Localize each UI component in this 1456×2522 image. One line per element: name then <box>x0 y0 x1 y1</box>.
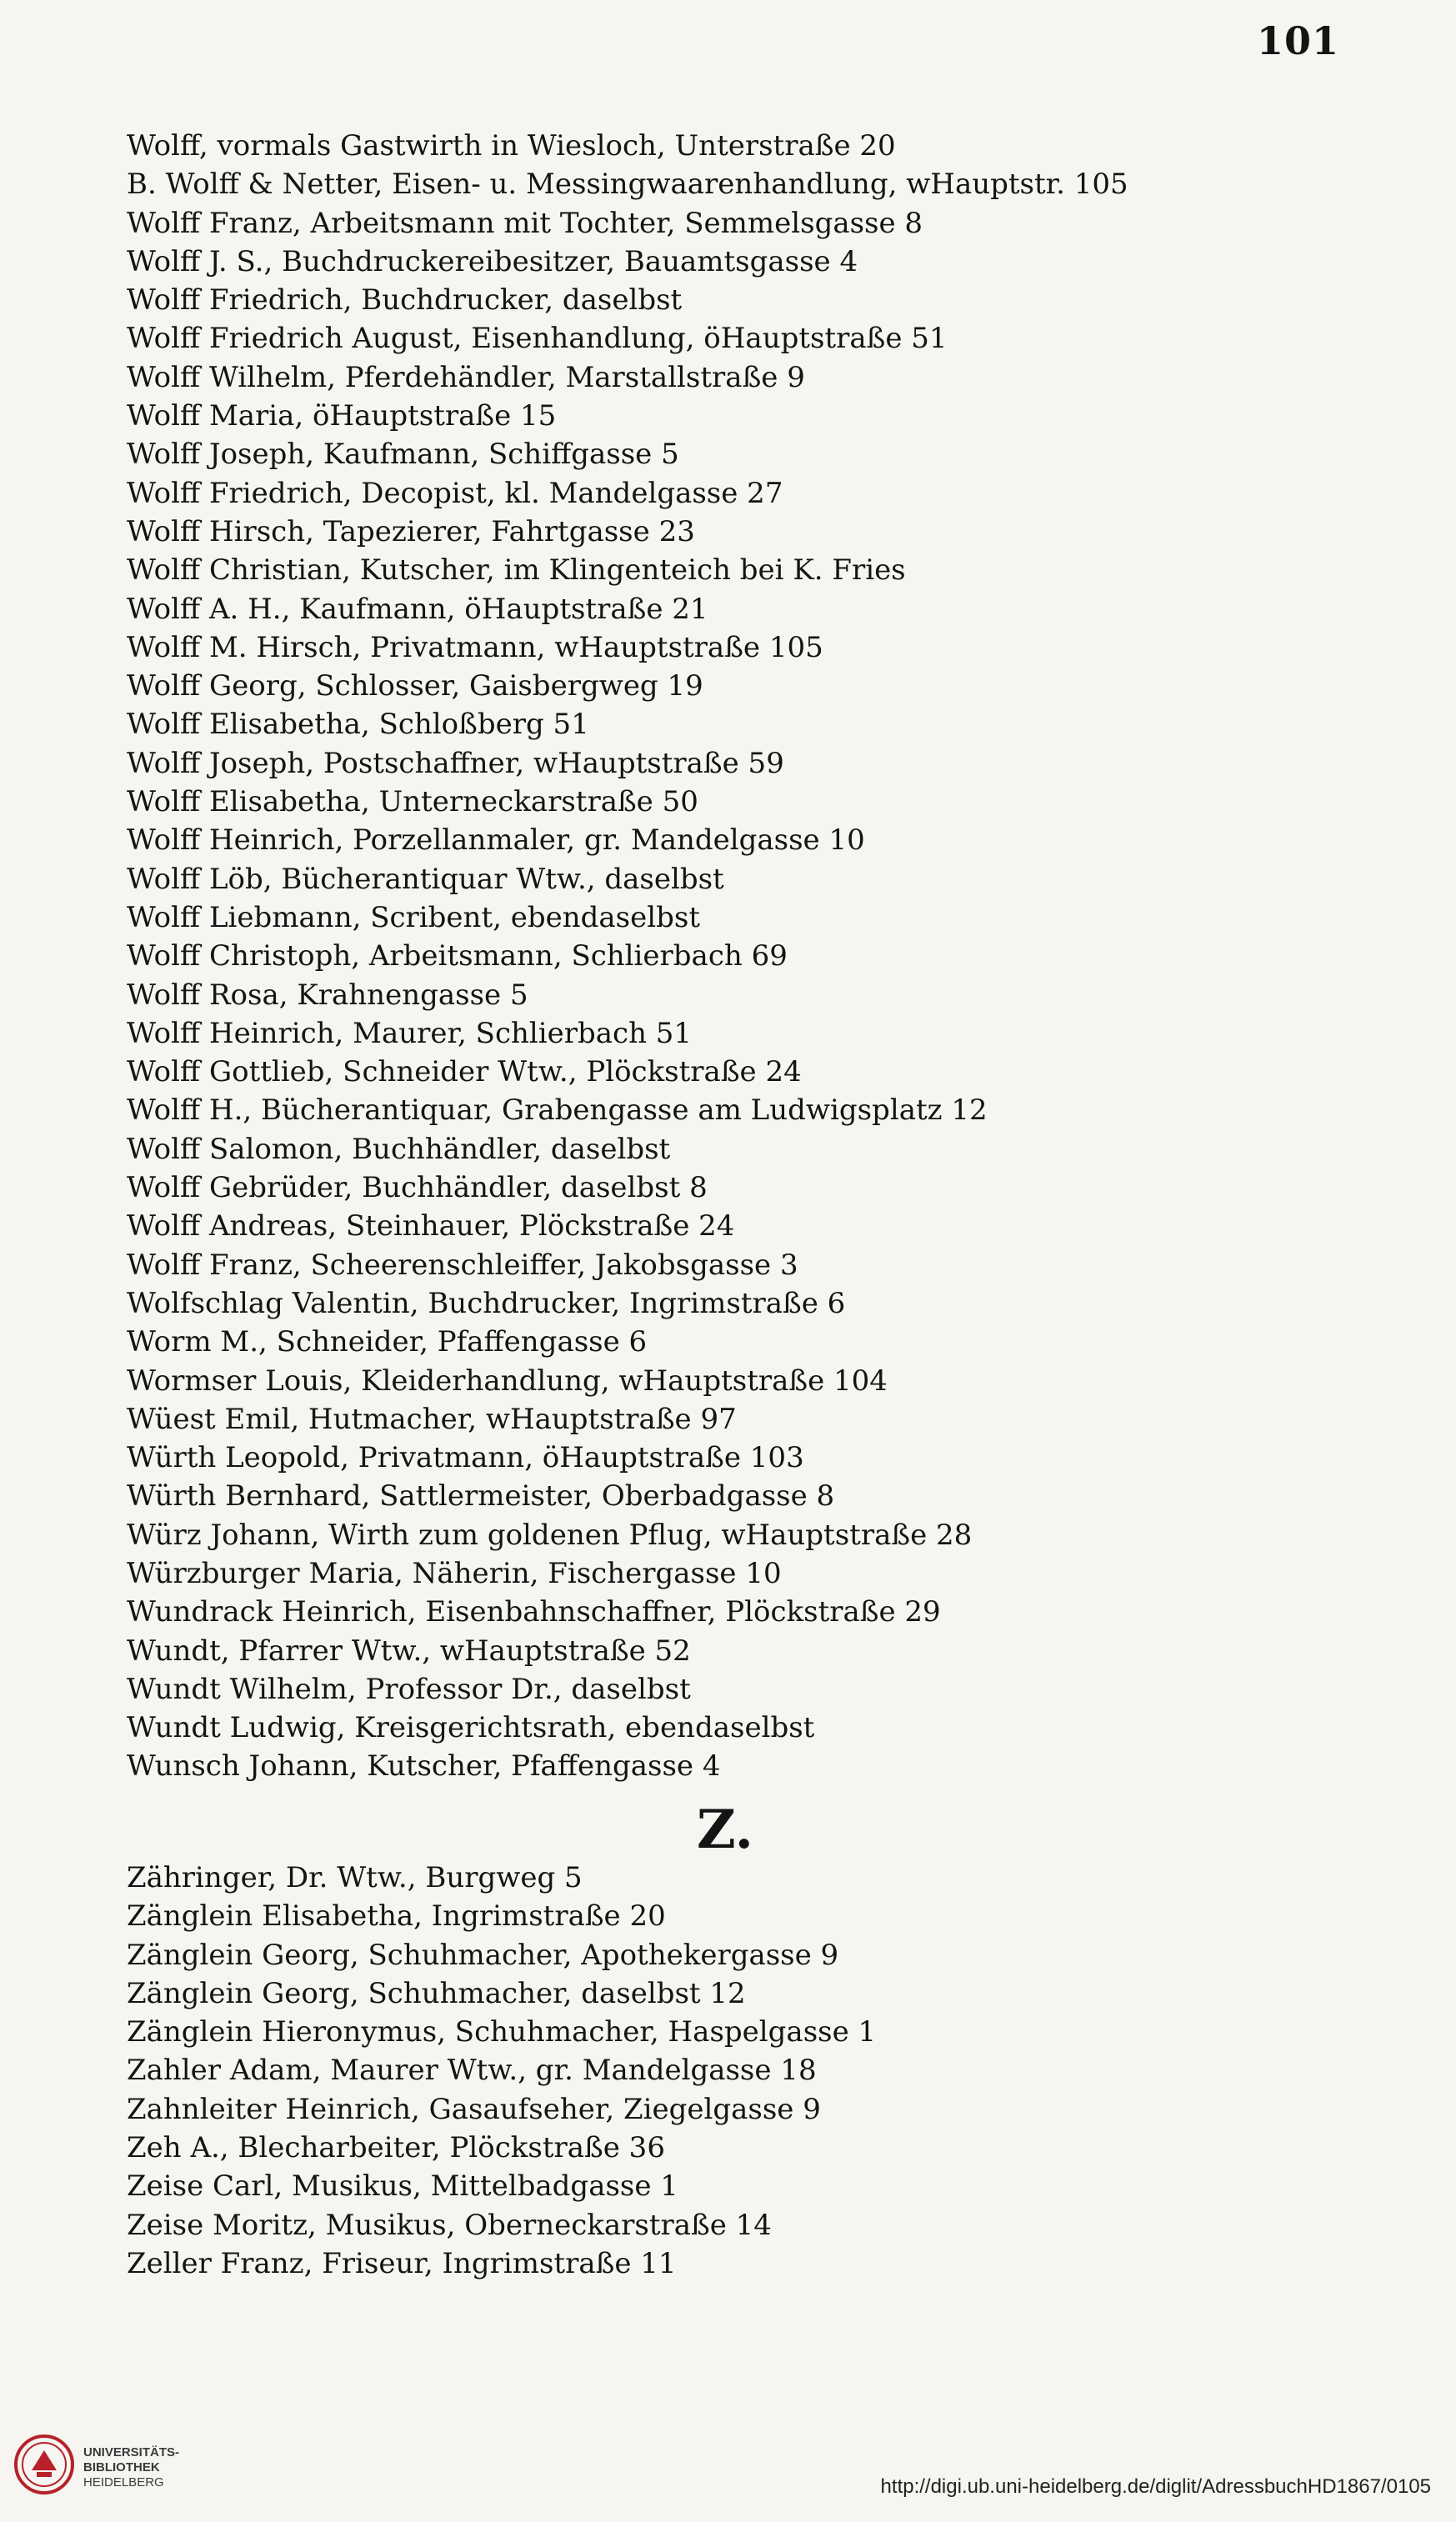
directory-entry: Wolff M. Hirsch, Privatmann, wHauptstraße 105 <box>127 630 823 664</box>
directory-entry: Würth Bernhard, Sattlermeister, Oberbadgasse 8 <box>127 1479 835 1514</box>
directory-entry: Wolff Friedrich, Buchdrucker, daselbst <box>127 283 683 318</box>
directory-entry: Wolff Löb, Bücherantiquar Wtw., daselbst <box>127 862 724 896</box>
directory-entry: Wolff Elisabetha, Unterneckarstraße 50 <box>127 785 698 819</box>
directory-entry: Zahnleiter Heinrich, Gasaufseher, Ziegelgasse 9 <box>127 2092 821 2126</box>
directory-entry: Wolff Hirsch, Tapezierer, Fahrtgasse 23 <box>127 514 695 548</box>
directory-entry: Zänglein Hieronymus, Schuhmacher, Haspelgasse 1 <box>127 2015 877 2049</box>
logo-line-2: BIBLIOTHEK <box>83 2460 160 2474</box>
directory-entry: Zähringer, Dr. Wtw., Burgweg 5 <box>127 1861 583 1894</box>
directory-entry: Wolff Liebmann, Scribent, ebendaselbst <box>127 900 700 934</box>
directory-entry: Wundrack Heinrich, Eisenbahnschaffner, Plöckstraße 29 <box>127 1595 941 1629</box>
directory-entry: Wolff Elisabetha, Schloßberg 51 <box>127 708 589 742</box>
directory-entry: Wolff Joseph, Kaufmann, Schiffgasse 5 <box>127 438 679 472</box>
directory-entry: Wolff Heinrich, Maurer, Schlierbach 51 <box>127 1016 693 1050</box>
directory-entry: Wolff Christian, Kutscher, im Klingenteich bei K. Fries <box>127 553 906 588</box>
logo-line-3: HEIDELBERG <box>83 2475 164 2489</box>
directory-entry: Worm M., Schneider, Pfaffengasse 6 <box>127 1325 648 1359</box>
directory-entry: Zeh A., Blecharbeiter, Plöckstraße 36 <box>127 2131 665 2165</box>
directory-entry: Wolff Joseph, Postschaffner, wHauptstraße 59 <box>127 746 784 780</box>
directory-entry: Wolff Rosa, Krahnengasse 5 <box>127 978 528 1012</box>
directory-entry: Wundt Wilhelm, Professor Dr., daselbst <box>127 1672 691 1706</box>
directory-entry: Zeller Franz, Friseur, Ingrimstraße 11 <box>127 2246 677 2280</box>
directory-entry: Wolff, vormals Gastwirth in Wiesloch, Unterstraße 20 <box>127 129 896 163</box>
directory-entry: Wolff Friedrich August, Eisenhandlung, öHauptstraße 51 <box>127 322 948 356</box>
directory-entry: Wolff Maria, öHauptstraße 15 <box>127 399 557 433</box>
directory-entry: B. Wolff & Netter, Eisen- u. Messingwaarenhandlung, wHauptstr. 105 <box>127 168 1128 202</box>
directory-entry: Wolff Franz, Scheerenschleiffer, Jakobsgasse 3 <box>127 1248 798 1282</box>
directory-entry: Wolff Gottlieb, Schneider Wtw., Plöckstraße 24 <box>127 1055 802 1089</box>
directory-entry: Wolff Friedrich, Decopist, kl. Mandelgasse 27 <box>127 476 783 510</box>
directory-entry: Wundt Ludwig, Kreisgerichtsrath, ebendaselbst <box>127 1711 815 1745</box>
directory-entry: Wundt, Pfarrer Wtw., wHauptstraße 52 <box>127 1634 691 1668</box>
source-url-link[interactable]: http://digi.ub.uni-heidelberg.de/diglit/AdressbuchHD1867/0105 <box>880 2475 1431 2498</box>
directory-entry: Wolff Andreas, Steinhauer, Plöckstraße 24 <box>127 1209 735 1243</box>
directory-entry: Wolff J. S., Buchdruckereibesitzer, Bauamtsgasse 4 <box>127 244 858 278</box>
directory-entry: Wolff H., Bücherantiquar, Grabengasse am Ludwigsplatz 12 <box>127 1093 988 1128</box>
page-number: 101 <box>1256 18 1339 63</box>
directory-entry: Wolff Salomon, Buchhändler, daselbst <box>127 1132 671 1166</box>
directory-entry: Zänglein Georg, Schuhmacher, daselbst 12 <box>127 1976 746 2010</box>
directory-entry: Wolff Christoph, Arbeitsmann, Schlierbach 69 <box>127 939 788 973</box>
directory-entry: Zänglein Elisabetha, Ingrimstraße 20 <box>127 1899 666 1934</box>
section-heading-z: Z. <box>697 1799 753 1861</box>
directory-entry: Wolff Georg, Schlosser, Gaisbergweg 19 <box>127 669 703 703</box>
directory-entry: Wolff A. H., Kaufmann, öHauptstraße 21 <box>127 592 708 626</box>
directory-entry: Wolfschlag Valentin, Buchdrucker, Ingrimstraße 6 <box>127 1286 846 1320</box>
library-name <box>83 2445 179 2490</box>
directory-entry: Wüest Emil, Hutmacher, wHauptstraße 97 <box>127 1402 737 1436</box>
library-logo[interactable] <box>13 2434 213 2505</box>
directory-entry: Wolff Heinrich, Porzellanmaler, gr. Mandelgasse 10 <box>127 823 865 858</box>
directory-entry: Zeise Moritz, Musikus, Oberneckarstraße 14 <box>127 2208 772 2242</box>
directory-entry: Wormser Louis, Kleiderhandlung, wHauptstraße 104 <box>127 1364 888 1398</box>
entry-list-z <box>127 1859 1377 2283</box>
directory-entry: Wunsch Johann, Kutscher, Pfaffengasse 4 <box>127 1749 721 1784</box>
directory-entry: Wolff Franz, Arbeitsmann mit Tochter, Semmelsgasse 8 <box>127 206 923 240</box>
directory-entry: Wolff Wilhelm, Pferdehändler, Marstallstraße 9 <box>127 360 805 394</box>
footer <box>0 2417 1456 2522</box>
library-seal-icon <box>13 2434 75 2495</box>
entry-list-w <box>127 127 1377 1786</box>
directory-entry: Zänglein Georg, Schuhmacher, Apothekergasse 9 <box>127 1938 839 1972</box>
directory-entry: Würz Johann, Wirth zum goldenen Pflug, wHauptstraße 28 <box>127 1518 973 1552</box>
directory-entry: Zahler Adam, Maurer Wtw., gr. Mandelgasse 18 <box>127 2054 817 2088</box>
directory-entry: Würzburger Maria, Näherin, Fischergasse 10 <box>127 1556 782 1590</box>
directory-entry: Wolff Gebrüder, Buchhändler, daselbst 8 <box>127 1171 708 1205</box>
directory-entry: Würth Leopold, Privatmann, öHauptstraße 103 <box>127 1441 804 1475</box>
directory-entry: Zeise Carl, Musikus, Mittelbadgasse 1 <box>127 2169 678 2204</box>
logo-line-1: UNIVERSITÄTS- <box>83 2445 180 2459</box>
